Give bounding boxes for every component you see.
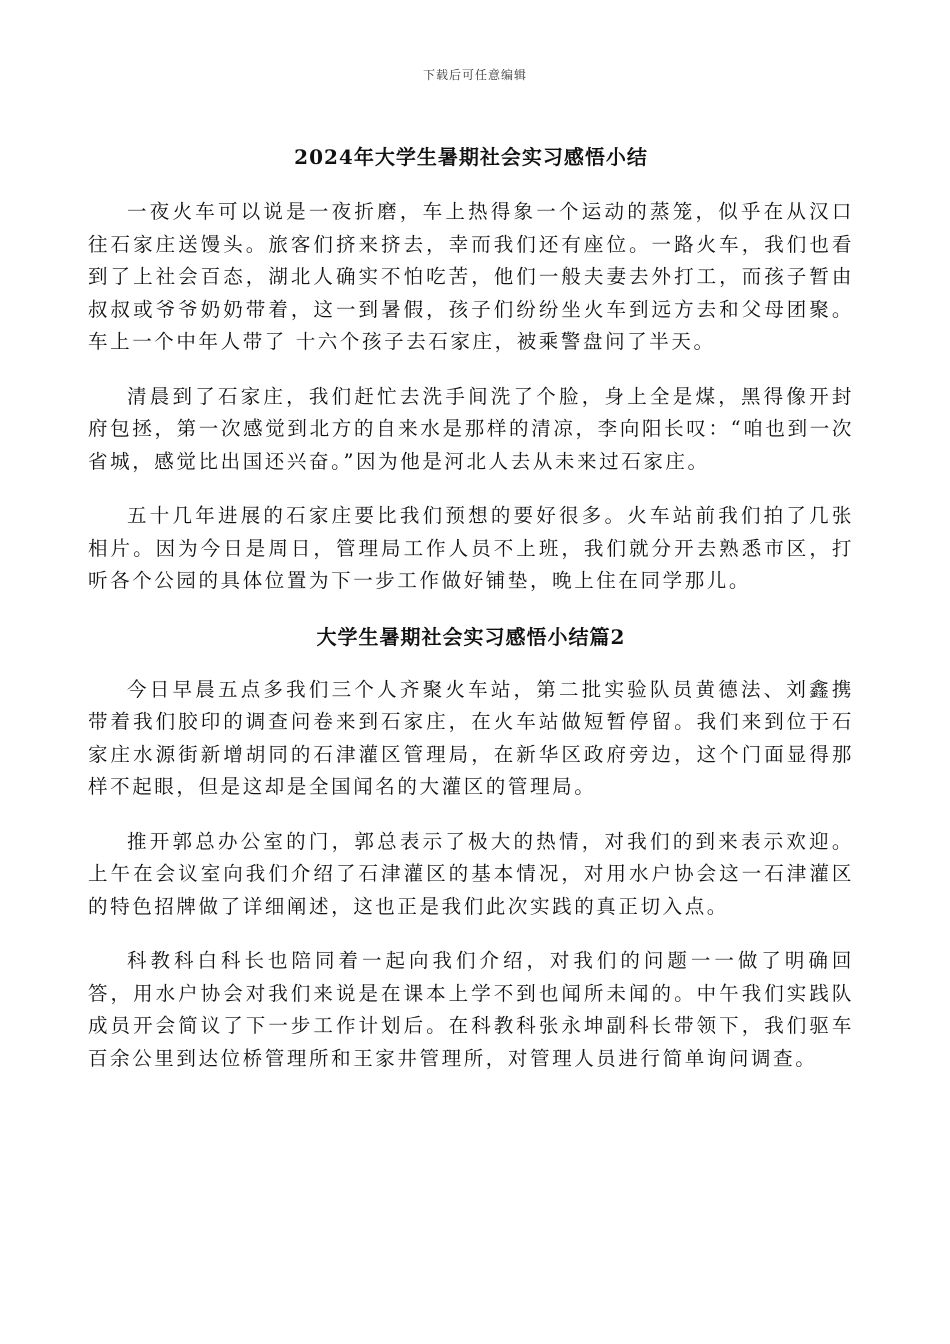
paragraph: 科教科白科长也陪同着一起向我们介绍，对我们的问题一一做了明确回答，用水户协会对我们来说是在课本上学不到也闻所未闻的。中午我们实践队成员开会简议了下一步工作计划后。在科教科张永坤副科长带领下，我们驱车百余公里到达位桥管理所和王家井管理所，对管理人员进行简单询问调查。 [88,949,854,1070]
paragraph: 一夜火车可以说是一夜折磨，车上热得象一个运动的蒸笼，似乎在从汉口往石家庄送馒头。旅客们挤来挤去，幸而我们还有座位。一路火车，我们也看到了上社会百态，湖北人确实不怕吃苦，他们一般夫妻去外打工，而孩子暂由叔叔或爷爷奶奶带着，这一到暑假，孩子们纷纷坐火车到远方去和父母团聚。车上一个中年人带了 十六个孩子去石家庄，被乘警盘问了半天。 [88,200,854,353]
paragraph: 五十几年进展的石家庄要比我们预想的要好很多。火车站前我们拍了几张相片。因为今日是周日，管理局工作人员不上班，我们就分开去熟悉市区，打听各个公园的具体位置为下一步工作做好铺垫，晚上住在同学那儿。 [88,504,854,592]
paragraph: 今日早晨五点多我们三个人齐聚火车站，第二批实验队员黄德法、刘鑫携带着我们胶印的调查问卷来到石家庄，在火车站做短暂停留。我们来到位于石家庄水源街新增胡同的石津灌区管理局，在新华区政府旁边，这个门面显得那样不起眼，但是这却是全国闻名的大灌区的管理局。 [88,677,854,798]
document-title: 2024年大学生暑期社会实习感悟小结 [294,145,648,169]
paragraph: 清晨到了石家庄，我们赶忙去洗手间洗了个脸，身上全是煤，黑得像开封府包拯，第一次感觉到北方的自来水是那样的清凉，李向阳长叹：“咱也到一次省城，感觉比出国还兴奋。”因为他是河北人去从未来过石家庄。 [88,384,854,473]
document-body [88,140,854,1097]
header-note: 下载后可任意编辑 [422,68,527,82]
section-heading: 大学生暑期社会实习感悟小结篇2 [316,624,626,649]
paragraph: 推开郭总办公室的门，郭总表示了极大的热情，对我们的到来表示欢迎。上午在会议室向我们介绍了石津灌区的基本情况，对用水户协会这一石津灌区的特色招牌做了详细阐述，这也正是我们此次实践的真正切入点。 [88,829,854,918]
